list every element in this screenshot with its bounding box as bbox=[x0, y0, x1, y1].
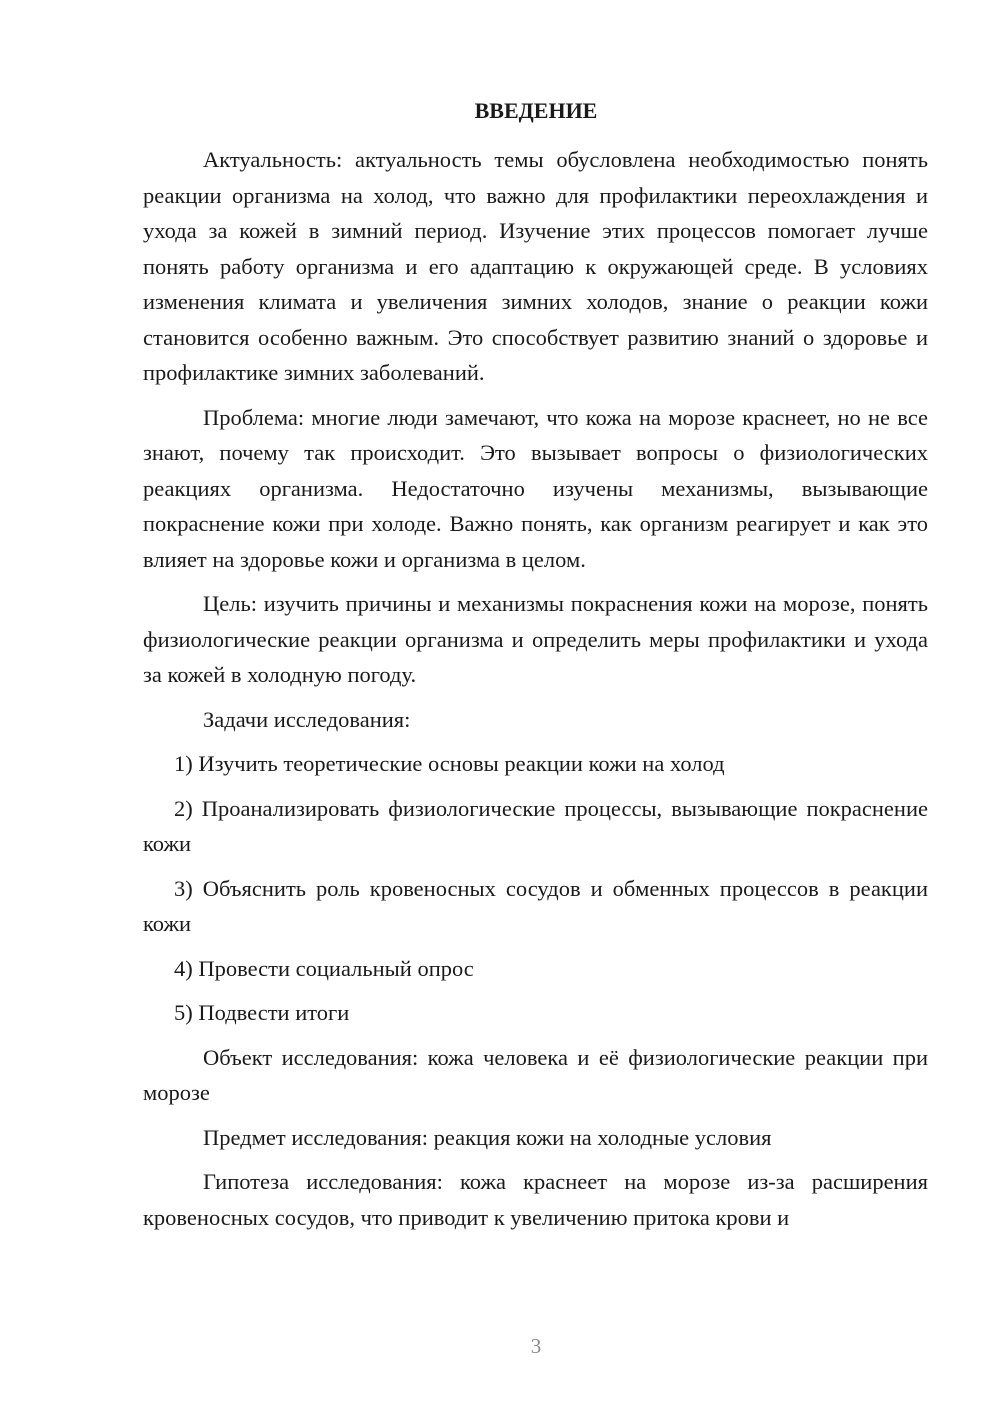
task-item-1: 1) Изучить теоретические основы реакции кожи на холод bbox=[174, 751, 725, 776]
page-number: 3 bbox=[530, 1334, 542, 1358]
task-item-5: 5) Подвести итоги bbox=[174, 1000, 350, 1025]
task-item-3: 3) Объяснить роль кровеносных сосудов и обменных процессов в реакции кожи bbox=[143, 875, 928, 936]
task-item-2: 2) Проанализировать физиологические процессы, вызывающие покраснение кожи bbox=[143, 795, 928, 856]
paragraph-hypothesis: Гипотеза исследования: кожа краснеет на морозе из-за расширения кровеносных сосудов, что приводит к увеличению притока крови и bbox=[143, 1169, 928, 1230]
paragraph-goal: Цель: изучить причины и механизмы покраснения кожи на морозе, понять физиологические реакции организма и определить меры профилактики и ухода за кожей в холодную погоду. bbox=[143, 591, 928, 687]
tasks-heading: Задачи исследования: bbox=[203, 706, 411, 732]
paragraph-relevance: Актуальность: актуальность темы обусловлена необходимостью понять реакции организма на холод, что важно для профилактики переохлаждения и ухода за кожей в зимний период. Изучение этих процессов помогает лучше понять работу организма и его адаптацию к окружающей среде. В условиях изменения климата и увеличения зимних холодов, знание о реакции кожи становится особенно важным. Это способствует развитию знаний о здоровье и профилактике зимних заболеваний. bbox=[143, 147, 928, 385]
paragraph-subject: Предмет исследования: реакция кожи на холодные условия bbox=[203, 1124, 772, 1150]
paragraph-object: Объект исследования: кожа человека и её физиологические реакции при морозе bbox=[143, 1044, 928, 1105]
document-body bbox=[143, 142, 928, 1244]
page-title: ВВЕДЕНИЕ bbox=[474, 98, 598, 123]
task-item-4: 4) Провести социальный опрос bbox=[174, 955, 474, 981]
paragraph-problem: Проблема: многие люди замечают, что кожа на морозе краснеет, но не все знают, почему так происходит. Это вызывает вопросы о физиологических реакциях организма. Недостаточно изучены механизмы, вызывающие покраснение кожи при холоде. Важно понять, как организм реагирует и как это влияет на здоровье кожи и организма в целом. bbox=[143, 404, 928, 572]
